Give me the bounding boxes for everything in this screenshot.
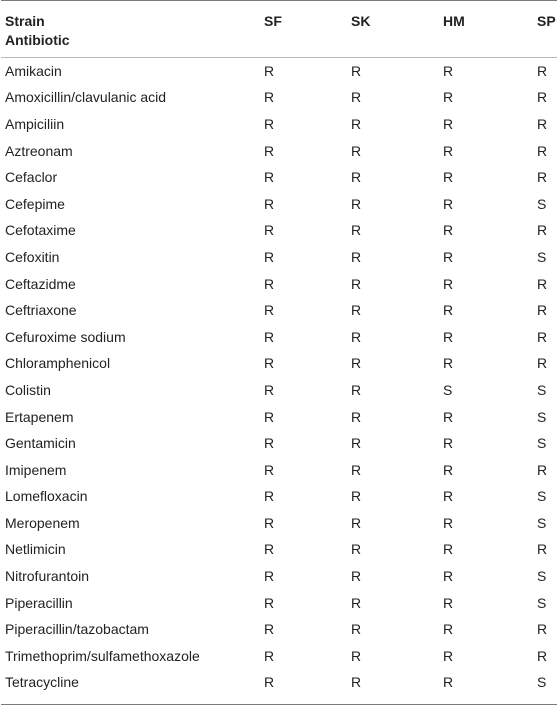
resistance-cell-sp: R — [537, 355, 548, 372]
resistance-cell-sp: R — [537, 63, 548, 80]
antibiotic-name-cell: Cefuroxime sodium — [5, 328, 126, 345]
resistance-cell-sf: R — [264, 275, 275, 292]
resistance-cell-sf: R — [264, 63, 275, 80]
resistance-cell-hm: R — [443, 488, 454, 505]
resistance-cell-sf: R — [264, 568, 275, 585]
resistance-cell-sp: R — [537, 621, 548, 638]
resistance-cell-sk: R — [351, 328, 362, 345]
antibiotic-name-cell: Aztreonam — [5, 142, 73, 159]
table-row — [1, 84, 557, 111]
table-row — [1, 456, 557, 483]
resistance-cell-sp: S — [537, 669, 557, 705]
antibiotic-resistance-table — [1, 0, 557, 705]
resistance-cell-sk: R — [351, 568, 362, 585]
resistance-cell-sf: R — [264, 328, 275, 345]
resistance-cell-sk: R — [351, 142, 362, 159]
table-header — [1, 1, 557, 58]
table-row — [1, 111, 557, 138]
antibiotic-name-cell: Ceftriaxone — [5, 302, 77, 319]
resistance-cell-sf: R — [264, 169, 275, 186]
resistance-cell-hm: R — [443, 89, 454, 106]
resistance-cell-sk: R — [351, 169, 362, 186]
resistance-cell-hm: R — [443, 222, 454, 239]
strain-antibiotic-header — [1, 1, 264, 58]
table-row — [1, 403, 557, 430]
header-row — [1, 1, 557, 58]
resistance-cell-hm: R — [443, 408, 454, 425]
table-row — [1, 430, 557, 457]
table-body — [1, 58, 557, 705]
resistance-cell-sk: R — [351, 275, 362, 292]
antibiotic-name-cell: Trimethoprim/sulfamethoxazole — [5, 647, 200, 664]
resistance-cell-hm: R — [443, 275, 454, 292]
table-row — [1, 323, 557, 350]
table-row — [1, 377, 557, 404]
resistance-cell-sp: R — [537, 222, 548, 239]
resistance-cell-sk: R — [351, 647, 362, 664]
resistance-cell-hm: R — [443, 142, 454, 159]
resistance-cell-sp: R — [537, 115, 548, 132]
resistance-cell-sk: R — [351, 514, 362, 531]
table-row — [1, 669, 557, 705]
antibiotic-name-cell: Lomefloxacin — [5, 488, 88, 505]
column-header-sk: SK — [351, 1, 443, 58]
resistance-cell-hm: R — [443, 647, 454, 664]
resistance-cell-sf: R — [264, 669, 351, 705]
resistance-cell-hm: R — [443, 435, 454, 452]
antibiotic-name-cell: Piperacillin — [5, 594, 73, 611]
resistance-cell-sp: S — [537, 195, 547, 212]
antibiotic-name-cell: Cefepime — [5, 195, 65, 212]
resistance-cell-sf: R — [264, 248, 275, 265]
column-header-sf: SF — [264, 1, 351, 58]
resistance-cell-sk: R — [351, 541, 362, 558]
resistance-cell-sp: R — [537, 328, 548, 345]
resistance-cell-sk: R — [351, 594, 362, 611]
table-row — [1, 244, 557, 271]
antibiotic-name-cell: Nitrofurantoin — [5, 568, 90, 585]
antibiotic-name-cell: Tetracycline — [1, 669, 264, 705]
resistance-cell-hm: R — [443, 302, 454, 319]
resistance-cell-hm: S — [443, 381, 453, 398]
resistance-cell-sk: R — [351, 381, 362, 398]
resistance-cell-sf: R — [264, 408, 275, 425]
resistance-cell-sf: R — [264, 355, 275, 372]
resistance-cell-sk: R — [351, 222, 362, 239]
resistance-cell-sk: R — [351, 621, 362, 638]
table-row — [1, 350, 557, 377]
resistance-cell-hm: R — [443, 594, 454, 611]
resistance-cell-hm: R — [443, 115, 454, 132]
table-row — [1, 510, 557, 537]
antibiotic-name-cell: Netlimicin — [5, 541, 66, 558]
resistance-cell-hm: R — [443, 169, 454, 186]
table-row — [1, 190, 557, 217]
antibiotic-label: Antibiotic — [5, 32, 70, 48]
antibiotic-name-cell: Ceftazidme — [5, 275, 76, 292]
table-row — [1, 563, 557, 590]
resistance-cell-sk: R — [351, 302, 362, 319]
table-row — [1, 536, 557, 563]
resistance-cell-hm: R — [443, 248, 454, 265]
resistance-cell-sf: R — [264, 89, 275, 106]
resistance-cell-hm: R — [443, 63, 454, 80]
table-row — [1, 217, 557, 244]
antibiotic-name-cell: Cefoxitin — [5, 248, 60, 265]
resistance-cell-hm: R — [443, 669, 537, 705]
resistance-cell-sk: R — [351, 488, 362, 505]
resistance-cell-sf: R — [264, 435, 275, 452]
antibiotic-name-cell: Colistin — [5, 381, 51, 398]
resistance-cell-sp: R — [537, 461, 548, 478]
resistance-cell-sp: S — [537, 435, 547, 452]
resistance-cell-sk: R — [351, 669, 443, 705]
antibiotic-name-cell: Ertapenem — [5, 408, 74, 425]
resistance-cell-sp: S — [537, 488, 547, 505]
resistance-cell-hm: R — [443, 355, 454, 372]
resistance-cell-sf: R — [264, 621, 275, 638]
resistance-cell-sk: R — [351, 461, 362, 478]
antibiotic-name-cell: Imipenem — [5, 461, 67, 478]
resistance-cell-hm: R — [443, 568, 454, 585]
antibiotic-name-cell: Ampiciliin — [5, 115, 65, 132]
antibiotic-name-cell: Meropenem — [5, 514, 80, 531]
resistance-cell-sf: R — [264, 541, 275, 558]
resistance-cell-sf: R — [264, 115, 275, 132]
resistance-cell-sk: R — [351, 63, 362, 80]
resistance-cell-sk: R — [351, 435, 362, 452]
resistance-cell-sp: R — [537, 169, 548, 186]
table-row — [1, 164, 557, 191]
table-row — [1, 643, 557, 670]
column-header-sp: SP — [537, 1, 557, 58]
antibiotic-name-cell: Chloramphenicol — [5, 355, 111, 372]
resistance-cell-hm: R — [443, 514, 454, 531]
antibiotic-name-cell: Cefaclor — [5, 169, 58, 186]
resistance-cell-sf: R — [264, 647, 275, 664]
resistance-cell-sf: R — [264, 195, 275, 212]
resistance-cell-hm: R — [443, 328, 454, 345]
table-row — [1, 297, 557, 324]
strain-label: Strain — [5, 13, 45, 29]
resistance-cell-sf: R — [264, 222, 275, 239]
table-row — [1, 58, 557, 85]
table-row — [1, 589, 557, 616]
column-header-hm: HM — [443, 1, 537, 58]
resistance-cell-hm: R — [443, 541, 454, 558]
antibiotic-name-cell: Gentamicin — [5, 435, 76, 452]
resistance-cell-sk: R — [351, 89, 362, 106]
antibiotic-name-cell: Amikacin — [5, 63, 62, 80]
resistance-cell-sk: R — [351, 115, 362, 132]
antibiotic-name-cell: Piperacillin/tazobactam — [5, 621, 149, 638]
resistance-cell-sf: R — [264, 381, 275, 398]
resistance-cell-sf: R — [264, 514, 275, 531]
table-row — [1, 137, 557, 164]
resistance-cell-hm: R — [443, 195, 454, 212]
resistance-cell-sf: R — [264, 461, 275, 478]
resistance-cell-sk: R — [351, 355, 362, 372]
resistance-cell-sp: R — [537, 541, 548, 558]
resistance-cell-sp: R — [537, 142, 548, 159]
resistance-cell-sp: S — [537, 248, 547, 265]
resistance-cell-hm: R — [443, 621, 454, 638]
resistance-cell-sf: R — [264, 594, 275, 611]
resistance-cell-sp: R — [537, 275, 548, 292]
resistance-cell-sp: R — [537, 89, 548, 106]
table-row — [1, 483, 557, 510]
resistance-cell-sp: S — [537, 381, 547, 398]
resistance-cell-sp: R — [537, 302, 548, 319]
resistance-cell-sk: R — [351, 195, 362, 212]
resistance-cell-hm: R — [443, 461, 454, 478]
resistance-cell-sp: S — [537, 514, 547, 531]
resistance-cell-sf: R — [264, 142, 275, 159]
table-row — [1, 270, 557, 297]
resistance-cell-sf: R — [264, 488, 275, 505]
antibiotic-name-cell: Amoxicillin/clavulanic acid — [5, 89, 167, 106]
table-row — [1, 616, 557, 643]
resistance-cell-sp: S — [537, 408, 547, 425]
antibiotic-name-cell: Cefotaxime — [5, 222, 76, 239]
resistance-cell-sp: S — [537, 594, 547, 611]
resistance-cell-sp: R — [537, 647, 548, 664]
resistance-cell-sk: R — [351, 248, 362, 265]
resistance-cell-sp: S — [537, 568, 547, 585]
resistance-cell-sk: R — [351, 408, 362, 425]
resistance-cell-sf: R — [264, 302, 275, 319]
